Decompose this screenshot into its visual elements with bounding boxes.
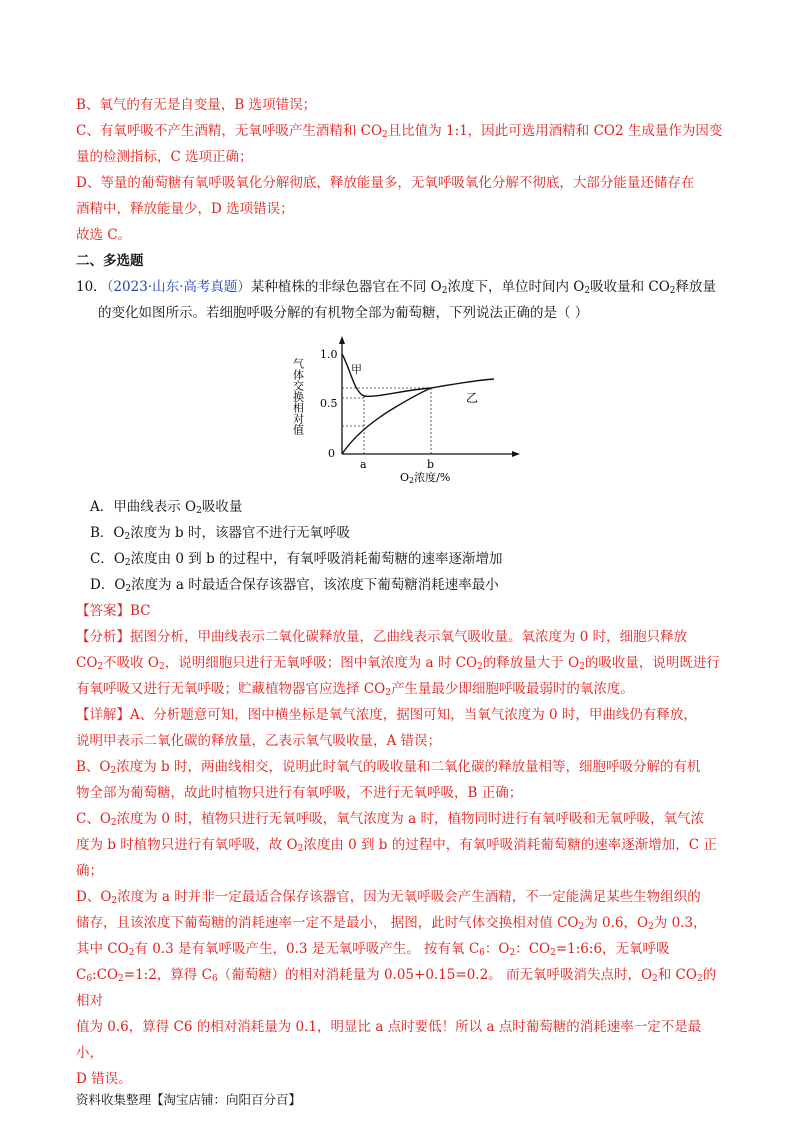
option-a: A．甲曲线表示 $O_2$吸收量 — [90, 499, 243, 516]
analysis-line: 【分析】据图分析，甲曲线表示二氧化碳释放量，乙曲线表示氧气吸收量。氧浓度为 0 时，细胞只释放 — [76, 629, 688, 645]
curve-label-jia: 甲 — [351, 363, 362, 376]
curve-jia — [342, 354, 494, 396]
analysis-line: 有氧呼吸又进行无氧呼吸；贮藏植物器官应选择 $CO_2$产生量最少即细胞呼吸最弱时的氧浓度。 — [76, 681, 634, 698]
section-heading: 二、多选题 — [76, 253, 144, 269]
detail-line: B、$O_2$浓度为 b 时，两曲线相交，说明此时氧气的吸收量和二氧化碳的释放量相等，细胞呼吸分解的有机 — [76, 759, 701, 776]
text-line: B、氧气的有无是自变量，B 选项错误； — [76, 97, 317, 113]
text-line: D、等量的葡萄糖有氧呼吸氧化分解彻底，释放能量多，无氧呼吸氧化分解不彻底，大部分能量还储存在 — [76, 175, 695, 191]
detail-line: D 错误。 — [76, 1071, 132, 1087]
y-tick-label: 0.5 — [320, 397, 338, 410]
text-line: 故选 C。 — [76, 227, 132, 243]
question-10 — [76, 274, 726, 326]
detail-line: 度为 b 时植物只进行有氧呼吸，故 $O_2$浓度由 0 到 b 的过程中，有氧呼吸消耗葡萄糖的速率逐渐增加，C 正 — [76, 837, 717, 854]
detail-line: 其中 $CO_2$有 0.3 是有氧呼吸产生，0.3 是无氧呼吸产生。 按有氧 $C_6$：$O_2$：$CO_2=1:6:6$，无氧呼吸 — [76, 941, 670, 958]
detail-line: C、$O_2$浓度为 0 时，植物只进行无氧呼吸，氧气浓度为 a 时，植物同时进行有氧呼吸和无氧呼吸，氧气浓 — [76, 811, 704, 828]
y-axis-arrow — [339, 336, 345, 344]
text-line: 量的检测指标，C 选项正确； — [76, 149, 253, 165]
detail-line: 物全部为葡萄糖，故此时植物只进行有氧呼吸，不进行无氧呼吸，B 正确； — [76, 785, 523, 801]
option-c: C．$O_2$浓度由 0 到 b 的过程中，有氧呼吸消耗葡萄糖的速率逐渐增加 — [90, 551, 503, 568]
question-source: （2023·山东·高考真题） — [106, 279, 251, 295]
x-tick-label: a — [360, 458, 367, 471]
answer: 【答案】BC — [76, 603, 151, 619]
analysis-line: $CO_2$不吸收 $O_2$，说明细胞只进行无氧呼吸；图中氧浓度为 a 时 $CO_2$的释放量大于 $O_2$的吸收量，说明既进行 — [76, 655, 720, 672]
y-axis-label: 气体交换相对值 — [291, 358, 305, 435]
question-stem: 10．（2023·山东·高考真题）某种植株的非绿色器官在不同 $O_2$浓度下，单位时间内 $O_2$吸收量和 $CO_2$释放量 — [76, 279, 717, 296]
solution — [76, 598, 726, 1092]
detail-line: 【详解】A、分析题意可知，图中横坐标是氧气浓度，据图可知，当氧气浓度为 0 时，甲曲线仍有释放， — [76, 707, 697, 723]
y-tick-label: 1.0 — [320, 348, 338, 361]
detail-line: 确； — [76, 863, 103, 879]
x-tick-label: b — [427, 458, 435, 471]
detail-line: 值为 0.6，算得 C6 的相对消耗量为 0.1，明显比 a 点时要低！所以 a 点时葡萄糖的消耗速率一定不是最小， — [76, 1019, 702, 1061]
x-axis-arrow — [512, 451, 520, 457]
x-axis-label: O2浓度/% — [400, 471, 451, 485]
previous-explanation — [76, 92, 726, 248]
gas-exchange-figure — [291, 336, 524, 486]
detail-line: D、$O_2$浓度为 a 时并非一定最适合保存该器官，因为无氧呼吸会产生酒精，不一定能满足某些生物组织的 — [76, 889, 701, 906]
curve-label-yi: 乙 — [466, 391, 479, 405]
detail-line: $C_6:CO_2=1:2$，算得 $C_6$（葡萄糖）的相对消耗量为 0.05+0.15=0.2。 而无氧呼吸消失点时，$O_2$和 $CO_2$的相对 — [76, 967, 717, 1009]
y-tick-label: 0 — [328, 447, 335, 460]
detail-line: 储存，且该浓度下葡萄糖的消耗速率一定不是最小， 据图，此时气体交换相对值 $CO_2$为 0.6，$O_2$为 0.3， — [76, 915, 707, 932]
options-list — [76, 494, 726, 598]
page-content — [76, 92, 726, 1092]
detail-line: 说明甲表示二氧化碳的释放量，乙表示氧气吸收量，A 错误； — [76, 733, 442, 749]
question-number: 10． — [76, 279, 107, 295]
gas-exchange-chart — [291, 336, 524, 486]
text-line: C、有氧呼吸不产生酒精，无氧呼吸产生酒精和 $CO_2$且比值为 1:1，因此可选用酒精和 CO2 生成量作为因变 — [76, 123, 723, 140]
question-stem-cont: 的变化如图所示。若细胞呼吸分解的有机物全部为葡萄糖，下列说法正确的是（ ） — [98, 305, 589, 321]
text-line: 酒精中，释放能量少，D 选项错误； — [76, 201, 294, 217]
page-footer: 资料收集整理【淘宝店铺：向阳百分百】 — [76, 1092, 302, 1107]
option-b: B．$O_2$浓度为 b 时，该器官不进行无氧呼吸 — [90, 525, 350, 542]
option-d: D．$O_2$浓度为 a 时最适合保存该器官，该浓度下葡萄糖消耗速率最小 — [90, 577, 499, 594]
